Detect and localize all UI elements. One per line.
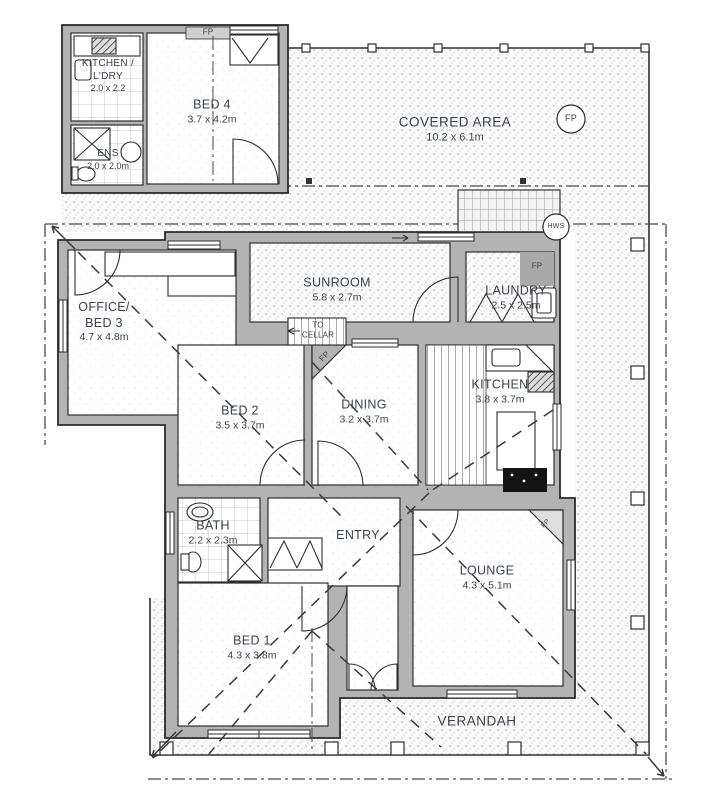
lounge-fp-tag: FP: [539, 517, 552, 530]
post: [500, 44, 508, 52]
hws-circle-tag: HWS: [547, 223, 565, 231]
ens-cistern-icon: [72, 167, 78, 180]
bed2-label: BED 2 3.5 x 3.7m: [215, 403, 265, 432]
post: [631, 238, 644, 251]
post: [636, 742, 649, 755]
entry-robe: [268, 538, 322, 570]
range-dot: [535, 474, 538, 477]
hotplate-icon: [528, 372, 554, 392]
bed4-fp-tag: FP: [202, 27, 214, 37]
boundary-arrow: [648, 757, 664, 776]
post: [631, 366, 644, 379]
post: [641, 44, 649, 52]
lounge-label: LOUNGE 4.3 x 5.1m: [459, 563, 515, 592]
bed4-label: BED 4 3.7 x 4.2m: [187, 97, 237, 126]
entry-label: ENTRY: [336, 528, 380, 543]
post: [368, 44, 376, 52]
kitchen-label: KITCHEN 3.8 x 3.7m: [471, 377, 529, 406]
cellar-tag-line1: TO: [312, 320, 324, 330]
post: [434, 44, 442, 52]
post: [508, 742, 521, 755]
bed1-label: BED 1 4.3 x 3.8m: [227, 633, 277, 662]
covered-area-label: COVERED AREA 10.2 x 6.1m: [398, 114, 512, 144]
office-bench-1: [105, 252, 235, 276]
bath-basin-bowl: [192, 507, 208, 517]
post: [631, 492, 644, 505]
post: [302, 44, 310, 52]
laundry-label: LAUNDRY 2.5 x 2.5m: [485, 283, 547, 312]
bath-cistern-icon: [181, 554, 189, 570]
dining-label: DINING 3.2 x 3.7m: [339, 397, 389, 426]
sunroom-label: SUNROOM 5.8 x 2.7m: [303, 275, 371, 304]
post: [325, 742, 338, 755]
fp-circle-tag: FP: [565, 113, 577, 124]
post: [631, 616, 644, 629]
post-marker: [520, 178, 526, 184]
range-dot: [523, 480, 526, 483]
stove-icon: [92, 38, 116, 54]
bath-label: BATH 2.2 x 2.3m: [188, 518, 238, 547]
post: [585, 44, 593, 52]
post: [391, 742, 404, 755]
office-bed3-label: OFFICE/ BED 3 4.7 x 4.8m: [78, 299, 130, 344]
office-bench-2: [168, 276, 236, 296]
kitchen-ldry-label: KITCHEN / L'DRY 2.0 x 2.2: [81, 57, 135, 93]
range-icon: [503, 468, 547, 492]
dining-fp-tag: FP: [317, 349, 332, 364]
kitchen-island: [497, 412, 535, 470]
post-marker: [306, 178, 312, 184]
cellar-tag-line2: CELLAR: [301, 330, 335, 340]
laundry-fp-tag: FP: [531, 261, 543, 271]
verandah-label: VERANDAH: [437, 713, 517, 729]
bed4-robe: [230, 35, 278, 65]
kitchen-floorboards: [426, 345, 486, 485]
hall-floor: [347, 586, 398, 690]
kitchen-sink-icon: [492, 349, 520, 366]
ens-label: ENS 2.0 x 2.0m: [86, 148, 130, 171]
range-dot: [511, 474, 514, 477]
